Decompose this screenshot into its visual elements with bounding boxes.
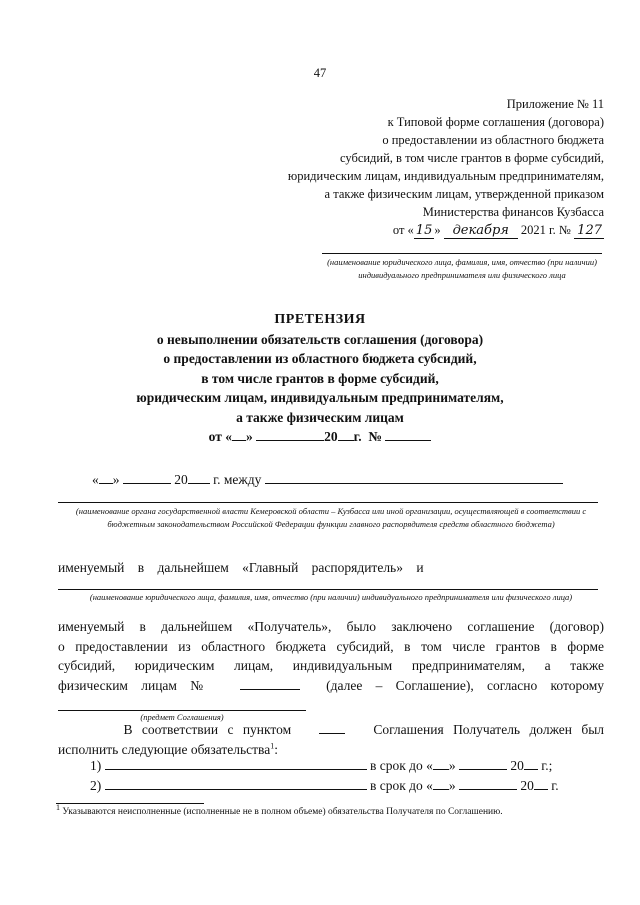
agreement-paragraph	[58, 617, 604, 695]
handwritten-day: 15	[415, 223, 433, 238]
page-number: 47	[313, 66, 327, 80]
paragraph-line: именуемый в дальнейшем «Получатель», было заключено соглашение (договор)	[58, 619, 604, 634]
footnote-rule	[56, 803, 204, 804]
appendix-date-line: от « 15 » декабря 2021 г. № 127	[392, 223, 602, 238]
obligations-intro	[58, 720, 604, 759]
appendix-header	[288, 95, 604, 239]
authority-fill-line	[58, 502, 598, 503]
obligation-item: 1) в срок до « » 20 г.;	[90, 758, 553, 773]
title-line: о предоставлении из областного бюджета субсидий,	[163, 351, 477, 366]
obligations-intro-line: В соответствии с пунктом Соглашения Получатель должен был	[123, 722, 605, 737]
paragraph-line: о предоставлении из областного бюджета субсидий, в том числе грантов в форме	[58, 638, 604, 654]
recipient-fill-line	[322, 253, 602, 254]
obligations-intro-line: исполнить следующие обязательства$^1$:	[58, 741, 278, 757]
named-distributor-line: именуемый в дальнейшем «Главный распорядитель» и	[58, 560, 424, 575]
appendix-line: к Типовой форме соглашения (договора)	[387, 115, 604, 129]
title-line: а также физическим лицам	[236, 409, 404, 425]
appendix-line: о предоставлении из областного бюджета	[382, 133, 604, 147]
authority-caption: (наименование органа государственной власти Кемеровской области – Кузбасса или иной организации, осуществляющей в соответствии с бюджетным законодательством Российской Федерации функции главного распорядителя средств областного бюджета)	[75, 506, 587, 529]
claim-heading: ПРЕТЕНЗИЯ	[274, 312, 366, 327]
title-line: юридическим лицам, индивидуальным предпринимателям,	[136, 390, 504, 405]
appendix-line: субсидий, в том числе грантов в форме субсидий,	[339, 151, 604, 165]
appendix-line: Министерства финансов Кузбасса	[422, 205, 604, 219]
appendix-line: юридическим лицам, индивидуальным предпринимателям,	[287, 169, 604, 183]
obligation-item: 2) в срок до « » 20 г.	[90, 778, 559, 793]
footnote: $^1$ Указываются неисполненные (исполненные не в полном объеме) обязательства Получателя по Соглашению.	[56, 802, 503, 817]
subject-caption: (предмет Соглашения)	[140, 712, 224, 722]
claim-title	[60, 310, 580, 447]
recipient2-caption: (наименование юридического лица, фамилия, имя, отчество (при наличии) индивидуального предпринимателя или физического лица)	[89, 592, 573, 602]
paragraph-line: физическим лицам № (далее – Соглашение), согласно которому	[58, 677, 604, 693]
title-line: в том числе грантов в форме субсидий,	[201, 370, 439, 386]
recipient-caption: (наименование юридического лица, фамилия, имя, отчество (при наличии) индивидуального предпринимателя или физического лица	[327, 257, 597, 280]
handwritten-month: декабря	[444, 224, 518, 239]
paragraph-line: субсидий, юридическим лицам, индивидуальным предпринимателям, а также	[58, 658, 604, 673]
title-date-line: от « » 20 г. №	[60, 427, 580, 447]
appendix-line: а также физическим лицам, утвержденной приказом	[324, 187, 604, 201]
appendix-line: Приложение № 11	[506, 97, 604, 111]
recipient2-fill-line	[58, 589, 598, 590]
title-line: о невыполнении обязательств соглашения (договора)	[156, 331, 484, 347]
handwritten-order-number: 127	[574, 224, 604, 239]
claim-date-line: « » 20 г. между	[92, 470, 604, 490]
